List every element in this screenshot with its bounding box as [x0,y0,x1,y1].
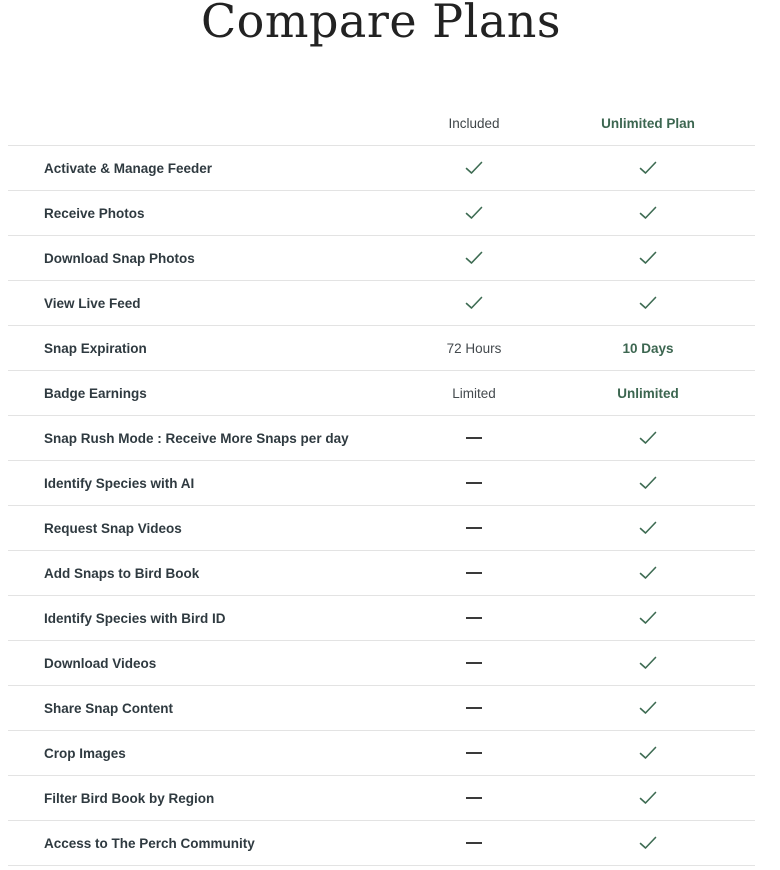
check-icon [639,566,657,580]
included-cell [405,416,543,460]
included-cell [405,506,543,550]
table-row [8,731,755,776]
check-icon [639,611,657,625]
dash-icon [466,662,482,664]
feature-name: Add Snaps to Bird Book [44,565,200,581]
included-value: Limited [452,385,496,401]
table-row [8,416,755,461]
check-icon [639,161,657,175]
check-icon [465,206,483,220]
check-icon [639,251,657,265]
check-icon [639,791,657,805]
dash-icon [466,752,482,754]
check-icon [639,296,657,310]
table-row [8,551,755,596]
unlimited-cell [579,191,717,235]
dash-icon [466,527,482,529]
check-icon [639,746,657,760]
feature-name: Filter Bird Book by Region [44,790,215,806]
feature-name: Download Videos [44,655,157,671]
included-cell [405,461,543,505]
included-cell [405,551,543,595]
table-row [8,506,755,551]
feature-name: Access to The Perch Community [44,835,255,851]
included-cell [405,776,543,820]
included-value: 72 Hours [446,340,502,356]
included-cell [405,236,543,280]
feature-name: Snap Rush Mode : Receive More Snaps per day [44,430,349,446]
unlimited-value: 10 Days [622,340,674,356]
dash-icon [466,797,482,799]
check-icon [465,161,483,175]
check-icon [639,656,657,670]
check-icon [639,431,657,445]
unlimited-cell [579,146,717,190]
unlimited-cell [579,461,717,505]
included-column-header: Included [448,116,500,131]
check-icon [639,701,657,715]
feature-name: Badge Earnings [44,385,147,401]
unlimited-cell [579,776,717,820]
table-row [8,281,755,326]
compare-plans-table [8,102,755,866]
included-cell [405,641,543,685]
included-cell [405,821,543,865]
check-icon [639,836,657,850]
unlimited-plan-column-header: Unlimited Plan [601,116,695,131]
feature-name: Share Snap Content [44,700,174,716]
table-row [8,371,755,416]
feature-name: Snap Expiration [44,340,147,356]
feature-name: Request Snap Videos [44,520,182,536]
unlimited-cell [579,236,717,280]
feature-name: Activate & Manage Feeder [44,160,213,176]
dash-icon [466,842,482,844]
feature-name: Identify Species with AI [44,475,195,491]
feature-name: Identify Species with Bird ID [44,610,226,626]
unlimited-cell [579,821,717,865]
unlimited-cell [579,731,717,775]
feature-name: Download Snap Photos [44,250,195,266]
dash-icon [466,617,482,619]
table-row [8,191,755,236]
dash-icon [466,482,482,484]
unlimited-cell [579,506,717,550]
table-header-row [8,102,755,146]
check-icon [639,476,657,490]
included-cell [405,281,543,325]
dash-icon [466,707,482,709]
dash-icon [466,572,482,574]
feature-rows [8,146,755,866]
unlimited-value: Unlimited [617,385,679,401]
included-cell [405,686,543,730]
feature-name: Crop Images [44,745,126,761]
table-row [8,821,755,866]
check-icon [465,296,483,310]
check-icon [465,251,483,265]
unlimited-cell [579,641,717,685]
table-row [8,326,755,371]
feature-name: Receive Photos [44,205,145,221]
unlimited-cell [579,416,717,460]
feature-name: View Live Feed [44,295,141,311]
table-row [8,461,755,506]
table-row [8,596,755,641]
check-icon [639,521,657,535]
unlimited-cell [579,596,717,640]
included-cell [405,596,543,640]
page-title: Compare Plans [200,0,562,48]
check-icon [639,206,657,220]
unlimited-cell [579,551,717,595]
unlimited-cell [579,686,717,730]
included-cell [405,146,543,190]
table-row [8,236,755,281]
unlimited-cell [579,281,717,325]
included-cell [405,731,543,775]
table-row [8,776,755,821]
included-cell [405,191,543,235]
dash-icon [466,437,482,439]
table-row [8,641,755,686]
table-row [8,686,755,731]
table-row [8,146,755,191]
